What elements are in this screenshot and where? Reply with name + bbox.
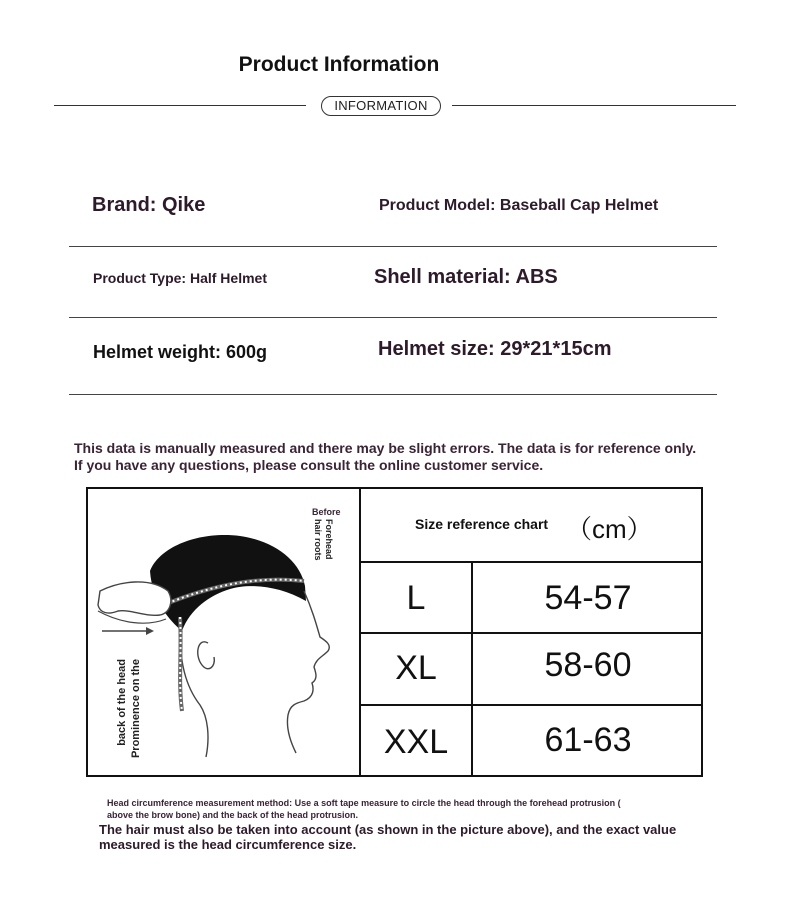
page-title: Product Information (238, 53, 440, 76)
header-rule-left (54, 105, 306, 106)
model-spec: Product Model: Baseball Cap Helmet (379, 197, 659, 214)
chart-row-line-2 (359, 632, 703, 634)
shell-spec: Shell material: ABS (374, 266, 558, 288)
forehead-label: Forehead (324, 519, 334, 560)
method-line-1: Head circumference measurement method: Use a soft tape measure to circle the head through the forehead protrusion ( (107, 798, 621, 808)
method-line-4: measured is the head circumference size. (99, 837, 357, 852)
disclaimer-line-2: If you have any questions, please consult the online customer service. (74, 457, 544, 473)
information-badge: INFORMATION (321, 96, 441, 116)
back-label-2: back of the head (116, 659, 128, 746)
chart-row-line-1 (359, 561, 703, 563)
size-range-l: 54-57 (544, 579, 632, 617)
hairroots-label: hair roots (313, 519, 323, 561)
size-spec: Helmet size: 29*21*15cm (378, 338, 612, 360)
spec-divider-1 (69, 246, 717, 247)
size-chart-box (86, 487, 703, 777)
before-label: Before (312, 507, 341, 517)
size-label-xl: XL (395, 649, 437, 687)
disclaimer-line-1: This data is manually measured and there may be slight errors. The data is for reference only. (74, 440, 697, 456)
brand-spec: Brand: Qike (92, 194, 206, 216)
size-chart-unit: （cm） (566, 514, 653, 544)
back-label-1: Prominence on the (130, 659, 142, 759)
type-spec: Product Type: Half Helmet (93, 270, 267, 286)
size-range-xxl: 61-63 (544, 721, 632, 759)
weight-spec: Helmet weight: 600g (93, 342, 268, 362)
method-line-2: above the brow bone) and the back of the head protrusion. (107, 810, 359, 820)
spec-divider-3 (69, 394, 717, 395)
size-label-l: L (406, 579, 426, 617)
size-chart-heading: Size reference chart (415, 516, 549, 532)
spec-divider-2 (69, 317, 717, 318)
size-label-xxl: XXL (383, 723, 449, 761)
method-line-3: The hair must also be taken into account (as shown in the picture above), and the exact value (99, 822, 677, 837)
header-rule-right (452, 105, 736, 106)
size-range-xl: 58-60 (544, 646, 632, 684)
chart-row-line-3 (359, 704, 703, 706)
